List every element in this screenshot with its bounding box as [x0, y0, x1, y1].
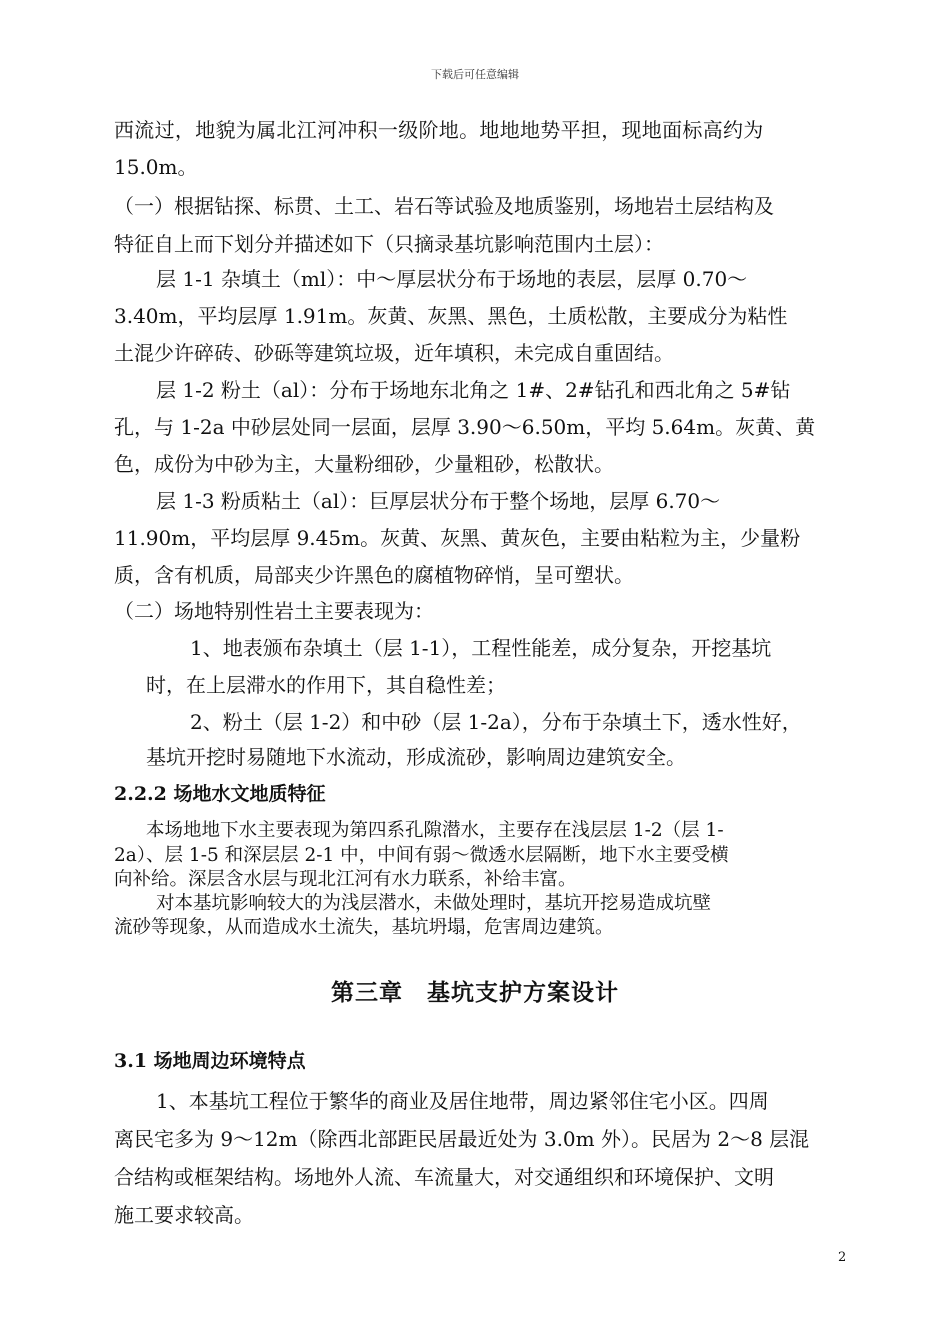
text-line: （一）根据钻探、标贯、土工、岩石等试验及地质鉴别，场地岩土层结构及 [114, 194, 774, 218]
text-line: 基坑开挖时易随地下水流动，形成流砂，影响周边建筑安全。 [146, 745, 686, 769]
text-line: 2a）、层 1-5 和深层层 2-1 中，中间有弱～微透水层隔断，地下水主要受横 [114, 845, 729, 866]
text-line: 11.90m，平均层厚 9.45m。灰黄、灰黑、黄灰色，主要由粘粒为主，少量粉 [114, 526, 801, 550]
text-line: 离民宅多为 9～12m（除西北部距民居最近处为 3.0m 外）。民居为 2～8 层混 [114, 1127, 810, 1151]
page-header: 下载后可任意编辑 [431, 68, 519, 81]
text-line: 1、地表颁布杂填土（层 1-1），工程性能差，成分复杂，开挖基坑 [190, 636, 772, 660]
section-heading: 2.2.2 场地水文地质特征 [114, 783, 326, 805]
text-line: 时，在上层滞水的作用下，其自稳性差； [146, 673, 506, 697]
text-line: 2、粉土（层 1-2）和中砂（层 1-2a），分布于杂填土下，透水性好， [190, 710, 802, 734]
text-line: 西流过，地貌为属北江河冲积一级阶地。地地地势平担，现地面标高约为 [114, 118, 764, 142]
section-heading: 3.1 场地周边环境特点 [114, 1050, 306, 1072]
chapter-title: 第三章 基坑支护方案设计 [331, 979, 619, 1006]
text-line: 流砂等现象，从而造成水土流失，基坑坍塌，危害周边建筑。 [114, 917, 614, 938]
text-line: 施工要求较高。 [114, 1203, 254, 1227]
text-line: 3.40m，平均层厚 1.91m。灰黄、灰黑、黑色，土质松散，主要成分为粘性 [114, 304, 788, 328]
text-line: 向补给。深层含水层与现北江河有水力联系，补给丰富。 [114, 869, 577, 890]
text-line: 色，成份为中砂为主，大量粉细砂，少量粗砂，松散状。 [114, 452, 614, 476]
text-line: 本场地地下水主要表现为第四系孔隙潜水，主要存在浅层层 1-2（层 1- [146, 820, 724, 841]
text-line: 层 1-2 粉土（al）：分布于场地东北角之 1#、2#钻孔和西北角之 5#钻 [156, 378, 791, 402]
text-line: 1、本基坑工程位于繁华的商业及居住地带，周边紧邻住宅小区。四周 [156, 1089, 769, 1113]
text-line: 土混少许碎砖、砂砾等建筑垃圾，近年填积，未完成自重固结。 [114, 341, 674, 365]
text-line: 层 1-3 粉质粘土（al）：巨厚层状分布于整个场地，层厚 6.70～ [156, 489, 721, 513]
page-number: 2 [838, 1250, 847, 1265]
text-line: 合结构或框架结构。场地外人流、车流量大，对交通组织和环境保护、文明 [114, 1165, 774, 1189]
text-line: （二）场地特别性岩土主要表现为： [114, 599, 434, 623]
text-line: 质，含有机质，局部夹少许黑色的腐植物碎悄，呈可塑状。 [114, 563, 634, 587]
text-line: 层 1-1 杂填土（ml）：中～厚层状分布于场地的表层，层厚 0.70～ [156, 267, 748, 291]
text-line: 对本基坑影响较大的为浅层潜水，未做处理时，基坑开挖易造成坑壁 [156, 893, 712, 914]
text-line: 孔，与 1-2a 中砂层处同一层面，层厚 3.90～6.50m，平均 5.64m。灰黄、黄 [114, 415, 816, 439]
text-line: 特征自上而下划分并描述如下（只摘录基坑影响范围内土层）： [114, 232, 664, 256]
text-line: 15.0m。 [114, 155, 198, 179]
